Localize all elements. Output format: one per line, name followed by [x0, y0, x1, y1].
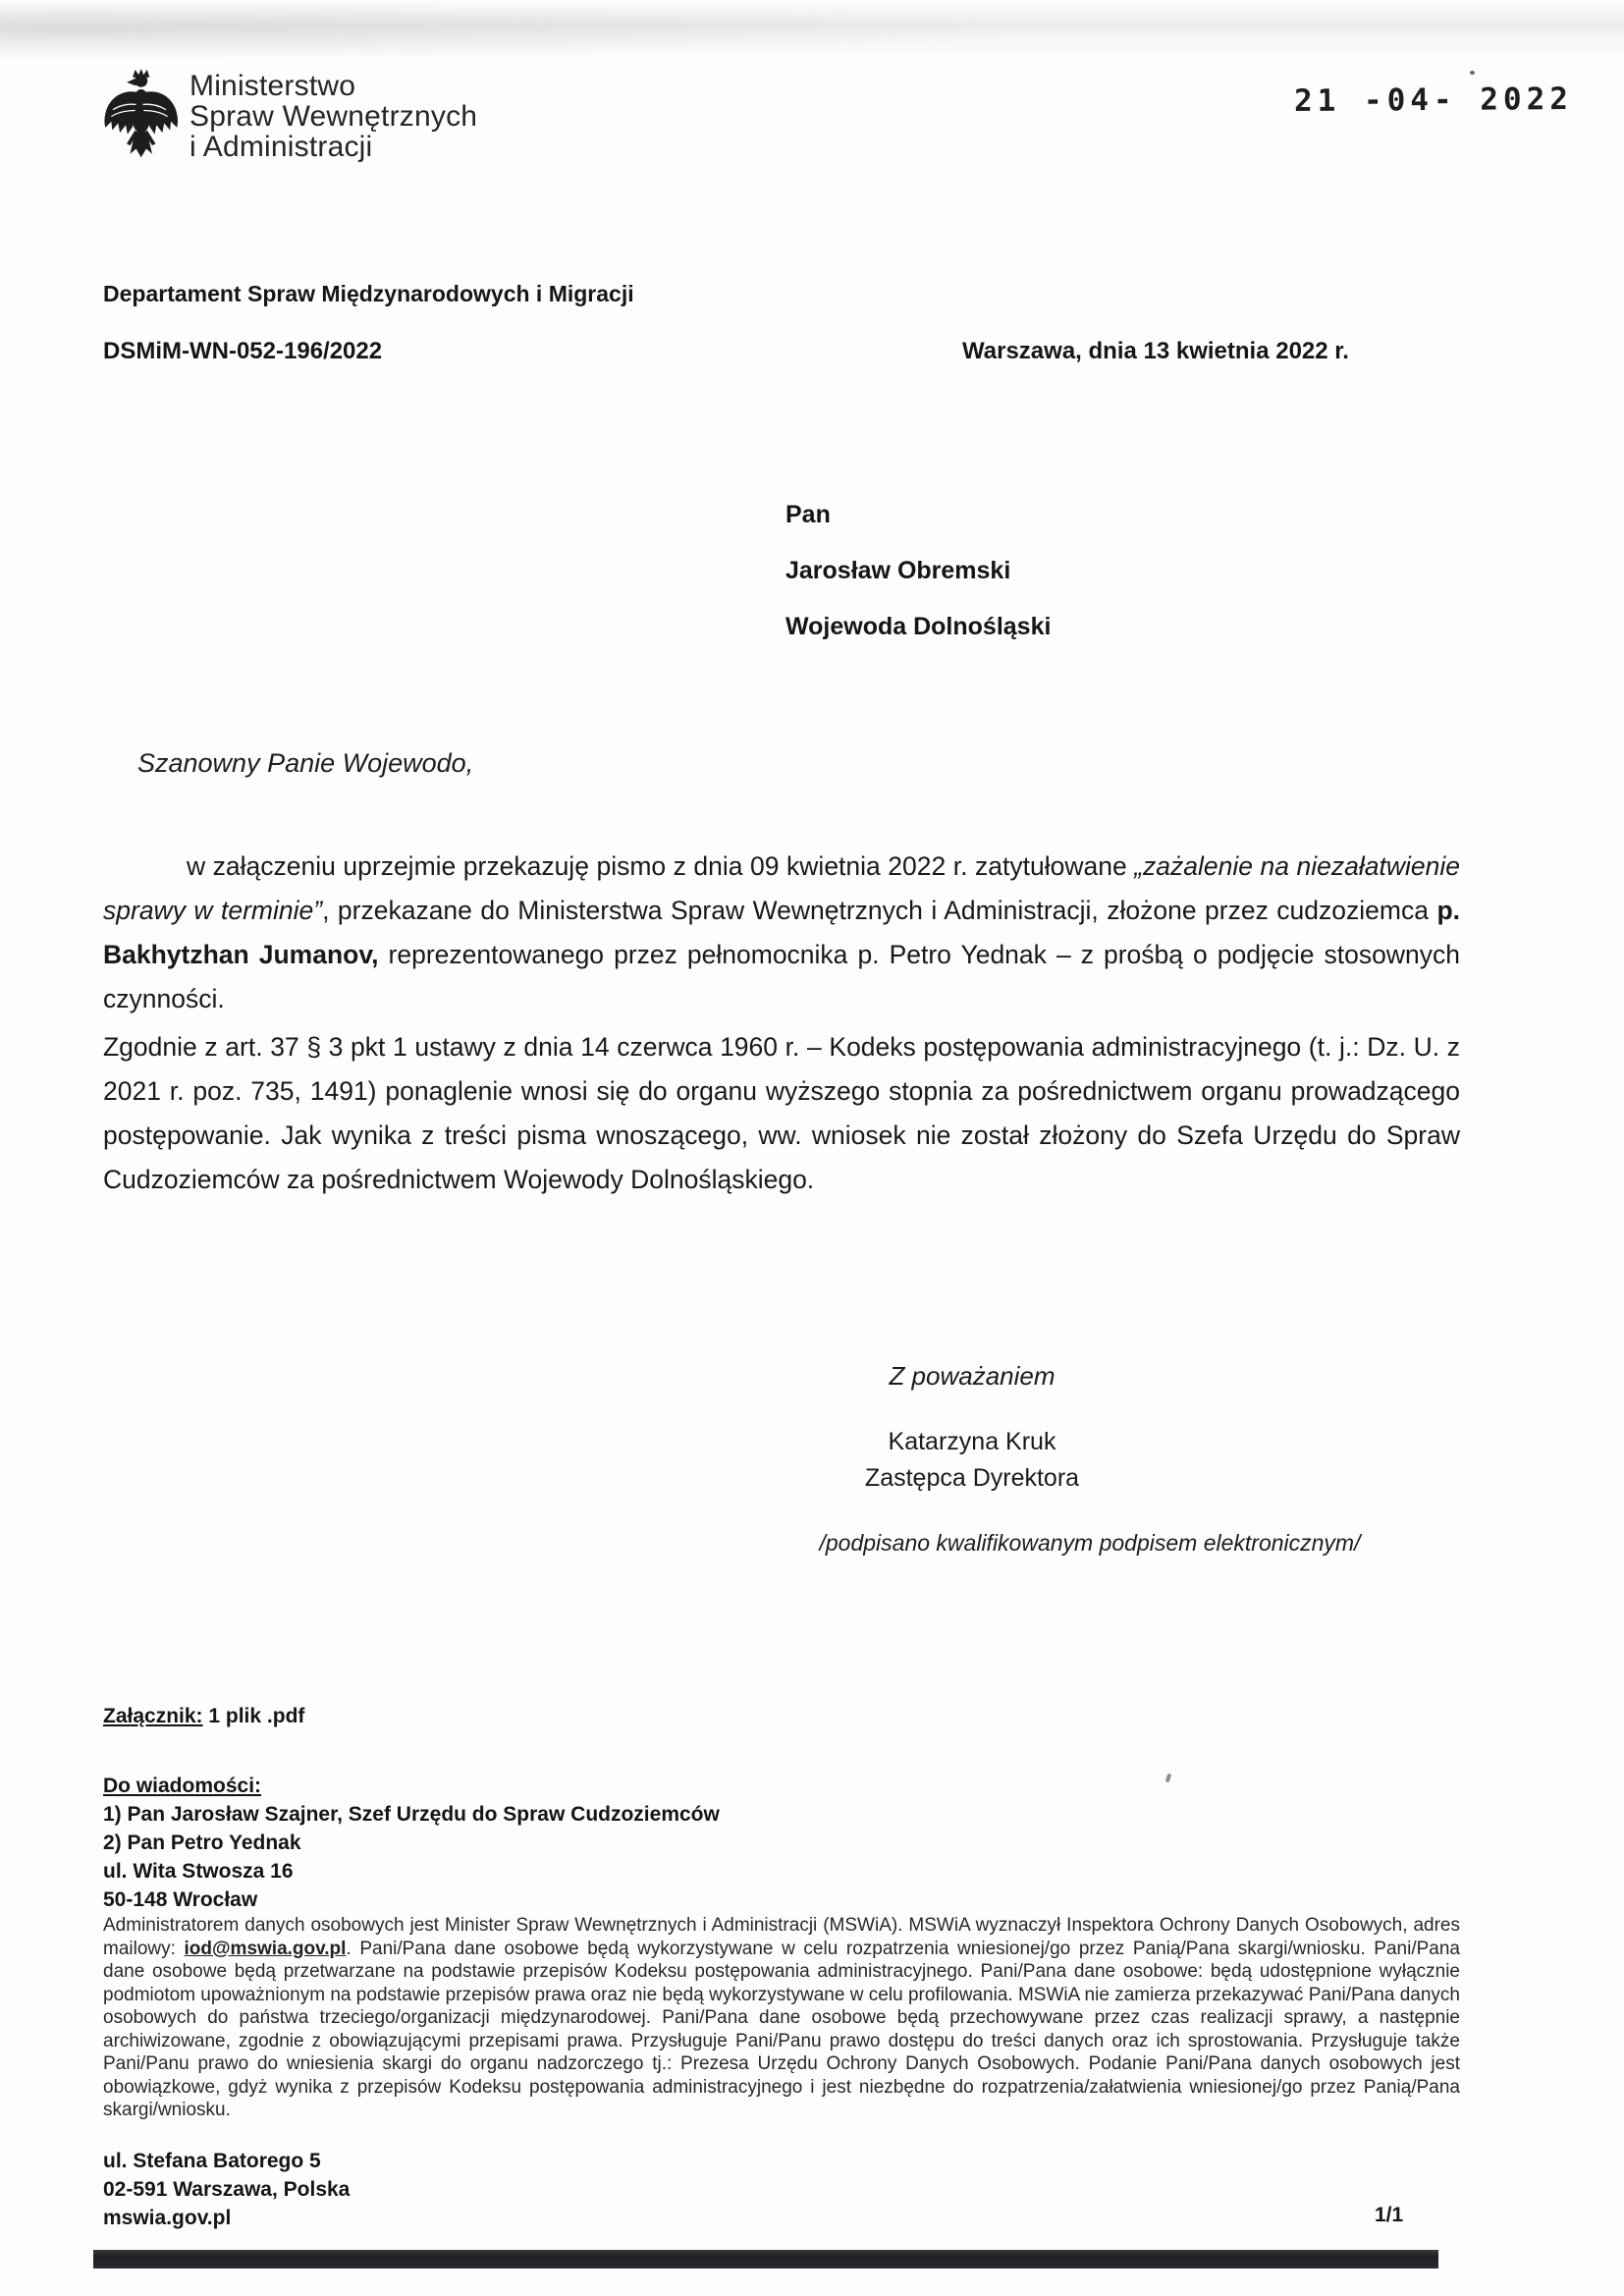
- ministry-name: [189, 67, 477, 162]
- ministry-line: Spraw Wewnętrznych: [189, 100, 478, 133]
- scan-edge-bar: [93, 2250, 1438, 2269]
- attachment-value: 1 plik .pdf: [202, 1705, 305, 1727]
- ministry-line: Ministerstwo: [189, 70, 356, 102]
- gdpr-text: Administratorem danych osobowych jest Minister Spraw Wewnętrznych i Administracji (MSWiA). MSWiA wyznaczył Inspektora Ochrony Danych Osobowych, adres mailowy:: [103, 1915, 1460, 1959]
- addressee-line: Wojewoda Dolnośląski: [785, 613, 1052, 640]
- attachment-label: Załącznik:: [103, 1705, 203, 1727]
- cc-line: 2) Pan Petro Yednak: [103, 1831, 301, 1854]
- p1-text: reprezentowanego przez pełnomocnika p. Petro Yednak – z prośbą o podjęcie stosownych czynności.: [103, 940, 1461, 1013]
- electronic-signature-note: /podpisano kwalifikowanym podpisem elektronicznym/: [819, 1530, 1361, 1556]
- place-and-date: Warszawa, dnia 13 kwietnia 2022 r.: [962, 338, 1349, 364]
- signer-title: Zastępca Dyrektora: [864, 1464, 1080, 1492]
- scan-fold-artifact: [0, 0, 1624, 57]
- p1-foreigner-name: p. Bakhytzhan Jumanov,: [103, 896, 1460, 969]
- footer-address-line: ul. Stefana Batorego 5: [103, 2150, 321, 2172]
- addressee-block: [785, 487, 1051, 655]
- gdpr-text: . Pani/Pana dane osobowe będą wykorzystywane w celu rozpatrzenia wniesionej/go przez Panią/Pana skargi/wniosku. Pani/Pana dane osobowe będą przetwarzane na podstawie przepisów Kodeksu postępowania administracyjnego. Pani/Pana dane osobowe: będą udostępnione wyłącznie podmiotom upoważnionym na podstawie przepisów prawa oraz nie będą wykorzystywane w celu profilowania. MSWiA nie zamierza przekazywać Pani/Pana danych osobowych do państwa trzeciego/organizacji międzynarodowej. Pani/Pana dane osobowe będą przechowywane przez czas realizacji sprawy, a następnie archiwizowane, zgodnie z obowiązującymi przepisami prawa. Przysługuje Pani/Panu prawo dostępu do treści danych oraz ich sprostowania. Przysługuje także Pani/Panu prawo do wniesienia skargi do organu nadzorczego tj.: Prezesa Urzędu Ochrony Danych Osobowych. Podanie Pani/Pana danych osobowych jest obowiązkowe, gdyż wynika z przepisów Kodeksu postępowania administracyjnego i jest niezbędne do rozpatrzenia/załatwienia wniesionej/go przez Panią/Pana skargi/wniosku.: [103, 1938, 1460, 2120]
- addressee-line: Pan: [785, 501, 831, 528]
- letterhead: [101, 67, 477, 162]
- attachment-line: [103, 1705, 304, 1728]
- body-paragraph-2: Zgodnie z art. 37 § 3 pkt 1 ustawy z dnia 14 czerwca 1960 r. – Kodeks postępowania administracyjnego (t. j.: Dz. U. z 2021 r. poz. 735, 1491) ponaglenie wnosi się do organu wyższego stopnia za pośrednictwem organu prowadzącego postępowanie. Jak wynika z treści pisma wnoszącego, ww. wniosek nie został złożony do Szefa Urzędu do Spraw Cudzoziemców za pośrednictwem Wojewody Dolnośląskiego.: [103, 1032, 1460, 1194]
- cc-label: Do wiadomości:: [103, 1775, 262, 1797]
- cc-line: ul. Wita Stwosza 16: [103, 1860, 294, 1883]
- closing-phrase: Z poważaniem: [889, 1361, 1056, 1391]
- gdpr-notice: [103, 1914, 1460, 2122]
- scan-fold-artifact: [0, 0, 1006, 61]
- p1-text: w załączeniu uprzejmie przekazuję pismo z dnia 09 kwietnia 2022 r. zatytułowane: [187, 851, 1135, 881]
- dpo-email: iod@mswia.gov.pl: [184, 1938, 347, 1959]
- cc-line: 50-148 Wrocław: [103, 1888, 258, 1911]
- scan-speck: [1165, 1774, 1172, 1783]
- cc-block: [103, 1772, 720, 1914]
- body-paragraph-1: [103, 845, 1460, 1021]
- footer-address-line: 02-591 Warszawa, Polska: [103, 2178, 351, 2201]
- signer-name: Katarzyna Kruk: [888, 1428, 1056, 1455]
- salutation: Szanowny Panie Wojewodo,: [137, 748, 474, 778]
- page-number: 1/1: [1375, 2204, 1404, 2226]
- received-date-stamp: 21 -04- 2022: [1293, 82, 1574, 119]
- ministry-line: i Administracji: [189, 131, 373, 163]
- reference-number: DSMiM-WN-052-196/2022: [103, 338, 383, 364]
- addressee-line: Jarosław Obremski: [785, 557, 1011, 584]
- scan-speck: [1470, 71, 1475, 75]
- p1-text: , przekazane do Ministerstwa Spraw Wewnętrznych i Administracji, złożone przez cudzoziemca: [322, 896, 1437, 925]
- footer-address: [103, 2147, 350, 2232]
- cc-line: 1) Pan Jarosław Szajner, Szef Urzędu do Spraw Cudzoziemców: [103, 1803, 720, 1826]
- polish-eagle-emblem-icon: [101, 67, 178, 161]
- footer-website: mswia.gov.pl: [103, 2207, 232, 2229]
- signature-block: [766, 1361, 1178, 1497]
- department-name: Departament Spraw Międzynarodowych i Migracji: [103, 281, 634, 306]
- p1-quoted-title: „zażalenie na niezałatwienie sprawy w terminie”: [103, 851, 1460, 925]
